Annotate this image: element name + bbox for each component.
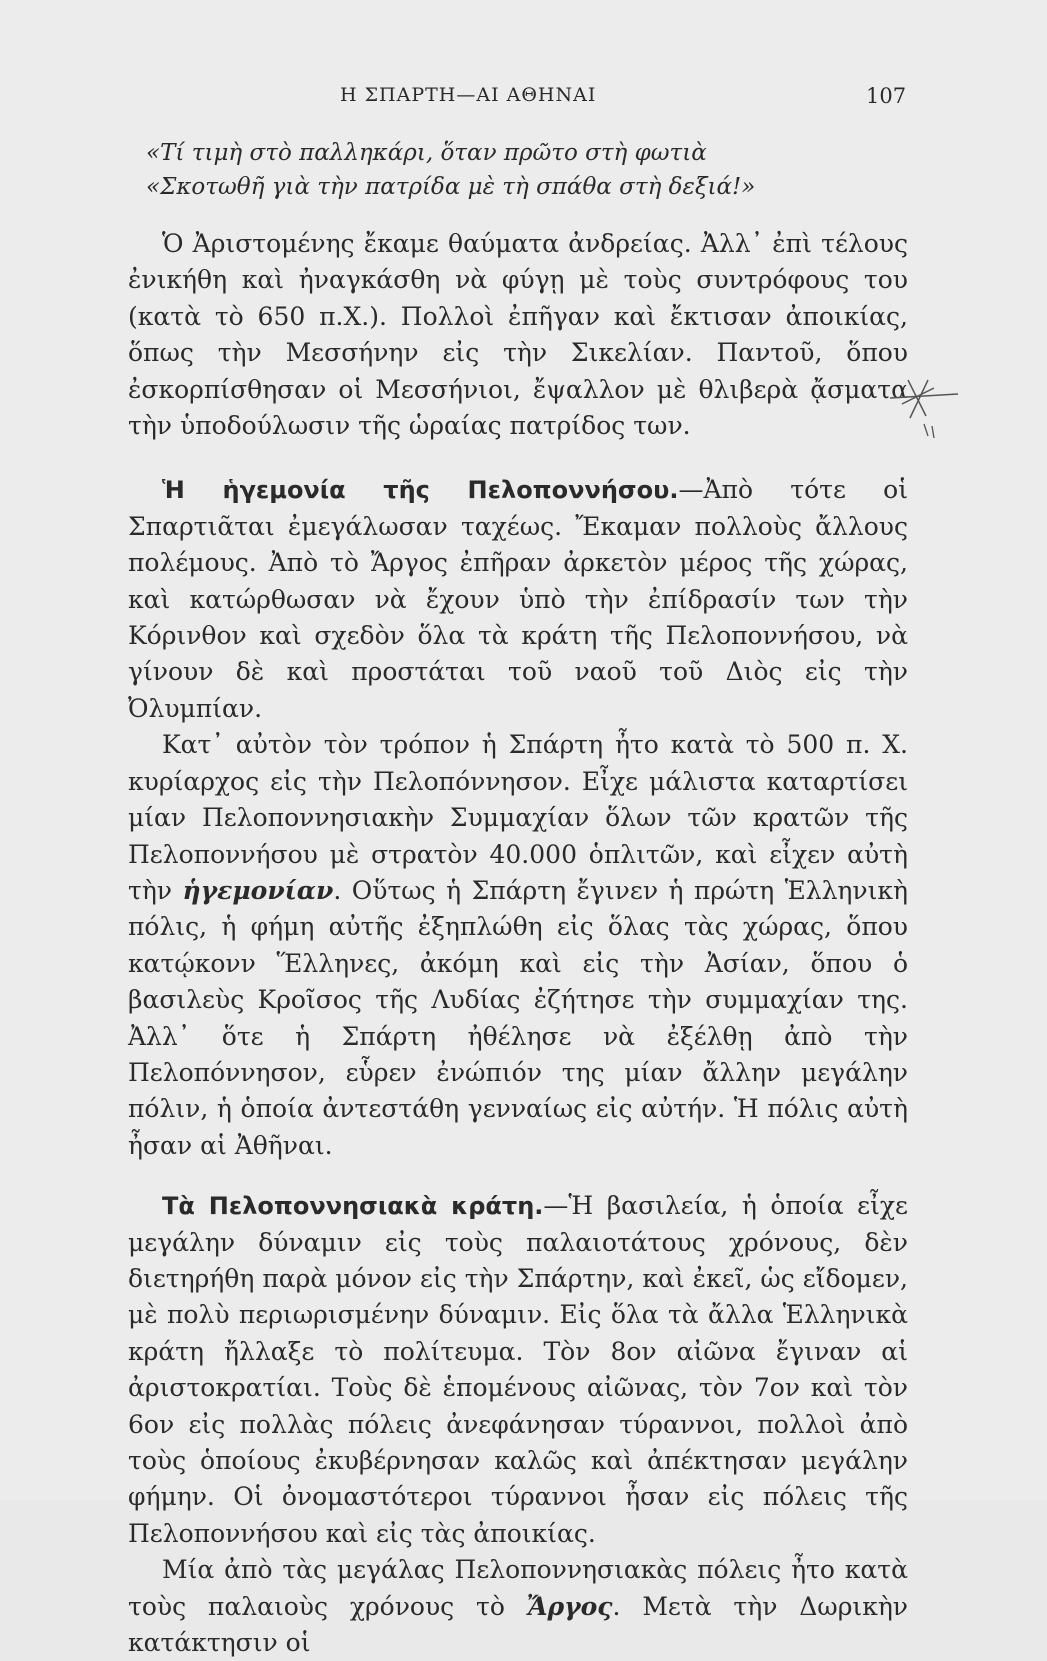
emphasis-hegemony: ἡγεμονίαν: [182, 875, 334, 905]
paragraph-aristomenes: Ὁ Ἀριστομένης ἔκαμε θαύματα ἀνδρείας. Ἀλλ᾿ ἐπὶ τέλους ἐνικήθη καὶ ἠναγκάσθη νὰ φύγῃ μὲ τοὺς συντρόφους του (κατὰ τὸ 650 π.Χ.). Πολλοὶ ἐπῆγαν καὶ ἔκτισαν ἀποικίας, ὅπως τὴν Μεσσήνην εἰς τὴν Σικελίαν. Παντοῦ, ὅπου ἐσκορπίσθησαν οἱ Μεσσήνιοι, ἔψαλλον μὲ θλιβερὰ ᾄσματα τὴν ὑποδούλωσιν τῆς ὡραίας πατρίδος των.: [128, 229, 908, 441]
emphasis-argos: Ἄργος: [526, 1591, 613, 1621]
page-number: 107: [866, 84, 907, 108]
paragraph-peloponnesian-states: [128, 1188, 908, 1552]
paragraph-argos-text-1: Μία ἀπὸ τὰς μεγάλας Πελοποννησιακὰς πόλεις ἦτο κατὰ τοὺς παλαιοὺς χρόνους τὸ: [128, 1555, 908, 1621]
paragraph-sparta-text-1: Κατ᾿ αὐτὸν τὸν τρόπον ἡ Σπάρτη ἦτο κατὰ τὸ 500 π. Χ. κυρίαρχος εἰς τὴν Πελοπόννησον. Εἶχε μάλιστα καταρτίσει μίαν Πελοποννησιακὴν Συμμαχίαν ὅλων τῶν κρατῶν τῆς Πελοποννήσου μὲ στρατὸν 40.000 ὁπλιτῶν, καὶ εἶχεν αὐτὴ τὴν: [128, 730, 908, 905]
paragraph-states-text: —Ἡ βασιλεία, ἡ ὁποία εἶχε μεγάλην δύναμιν εἰς τοὺς παλαιοτάτους χρόνους, δὲν διετηρήθη παρὰ μόνον εἰς τὴν Σπάρτην, καὶ ἐκεῖ, ὡς εἴδομεν, μὲ πολὺ περιωρισμένην δύναμιν. Εἰς ὅλα τὰ ἄλλα Ἑλληνικὰ κράτη ἤλλαξε τὸ πολίτευμα. Τὸν 8ον αἰῶνα ἔγιναν αἱ ἀριστοκρατίαι. Τοὺς δὲ ἑπομένους αἰῶνας, τὸν 7ον καὶ τὸν 6ον εἰς πολλὰς πόλεις ἀνεφάνησαν τύραννοι, πολλοὶ ἀπὸ τοὺς ὁποίους ἐκυβέρνησαν καλῶς καὶ ἀπέκτησαν μεγάλην φήμην. Οἱ ὀνομαστότεροι τύραννοι ἦσαν εἰς πόλεις τῆς Πελοποννήσου καὶ εἰς τὰς ἀποικίας.: [128, 1191, 908, 1548]
running-title: Η ΣΠΑΡΤΗ—ΑΙ ΑΘΗΝΑΙ: [340, 84, 597, 106]
handwritten-asterisk-mark: [880, 374, 960, 444]
paragraph-sparta-text-2: . Οὕτως ἡ Σπάρτη ἔγινεν ἡ πρώτη Ἑλληνικὴ πόλις, ἡ φήμη αὐτῆς ἐξηπλώθη εἰς ὅλας τὰς χώρας, ὅπου κατῴκονν Ἕλληνες, ἀκόμη καὶ εἰς τὴν Ἀσίαν, ὅπου ὁ βασιλεὺς Κροῖσος τῆς Λυδίας ἐζήτησε τὴν συμμαχίαν της. Ἀλλ᾿ ὅτε ἡ Σπάρτη ἠθέλησε νὰ ἐξέλθῃ ἀπὸ τὴν Πελοπόννησον, εὗρεν ἐνώπιόν της μίαν ἄλλην μεγάλην πόλιν, ἡ ὁποία ἀντεστάθη γενναίως εἰς αὐτήν. Ἡ πόλις αὐτὴ ἦσαν αἱ Ἀθῆναι.: [128, 875, 908, 1160]
quote-line-1: «Τί τιμὴ στὸ παλληκάρι, ὅταν πρῶτο στὴ φωτιὰ: [146, 140, 707, 166]
verse-quote: [128, 136, 908, 204]
paragraph-hegemony: [128, 472, 908, 727]
section-heading-hegemony: Ἡ ἡγεμονία τῆς Πελοποννήσου.: [162, 476, 679, 505]
paragraph-hegemony-text: —Ἀπὸ τότε οἱ Σπαρτιᾶται ἐμεγάλωσαν ταχέως. Ἔκαμαν πολλοὺς ἄλλους πολέμους. Ἀπὸ τὸ Ἄργος ἐπῆραν ἀρκετὸν μέρος τῆς χώρας, καὶ κατώρθωσαν νὰ ἔχουν ὑπὸ τὴν ἐπίδρασίν των τὴν Κόρινθον καὶ σχεδὸν ὅλα τὰ κράτη τῆς Πελοποννήσου, νὰ γίνουν δὲ καὶ προστάται τοῦ ναοῦ τοῦ Διὸς εἰς τὴν Ὀλυμπίαν.: [128, 475, 909, 723]
section-heading-states: Τὰ Πελοποννησιακὰ κράτη.: [162, 1192, 544, 1221]
paragraph-argos-text-2: . Μετὰ τὴν Δωρικὴν κατάκτησιν οἱ: [128, 1591, 908, 1658]
page-header: [0, 84, 1047, 114]
paragraph-argos: [128, 1552, 908, 1661]
page-body: [128, 136, 908, 1661]
quote-line-2: «Σκοτωθῆ γιὰ τὴν πατρίδα μὲ τὴ σπάθα στὴ δεξιά!»: [146, 174, 756, 200]
paragraph-sparta-dominance: [128, 727, 908, 1164]
